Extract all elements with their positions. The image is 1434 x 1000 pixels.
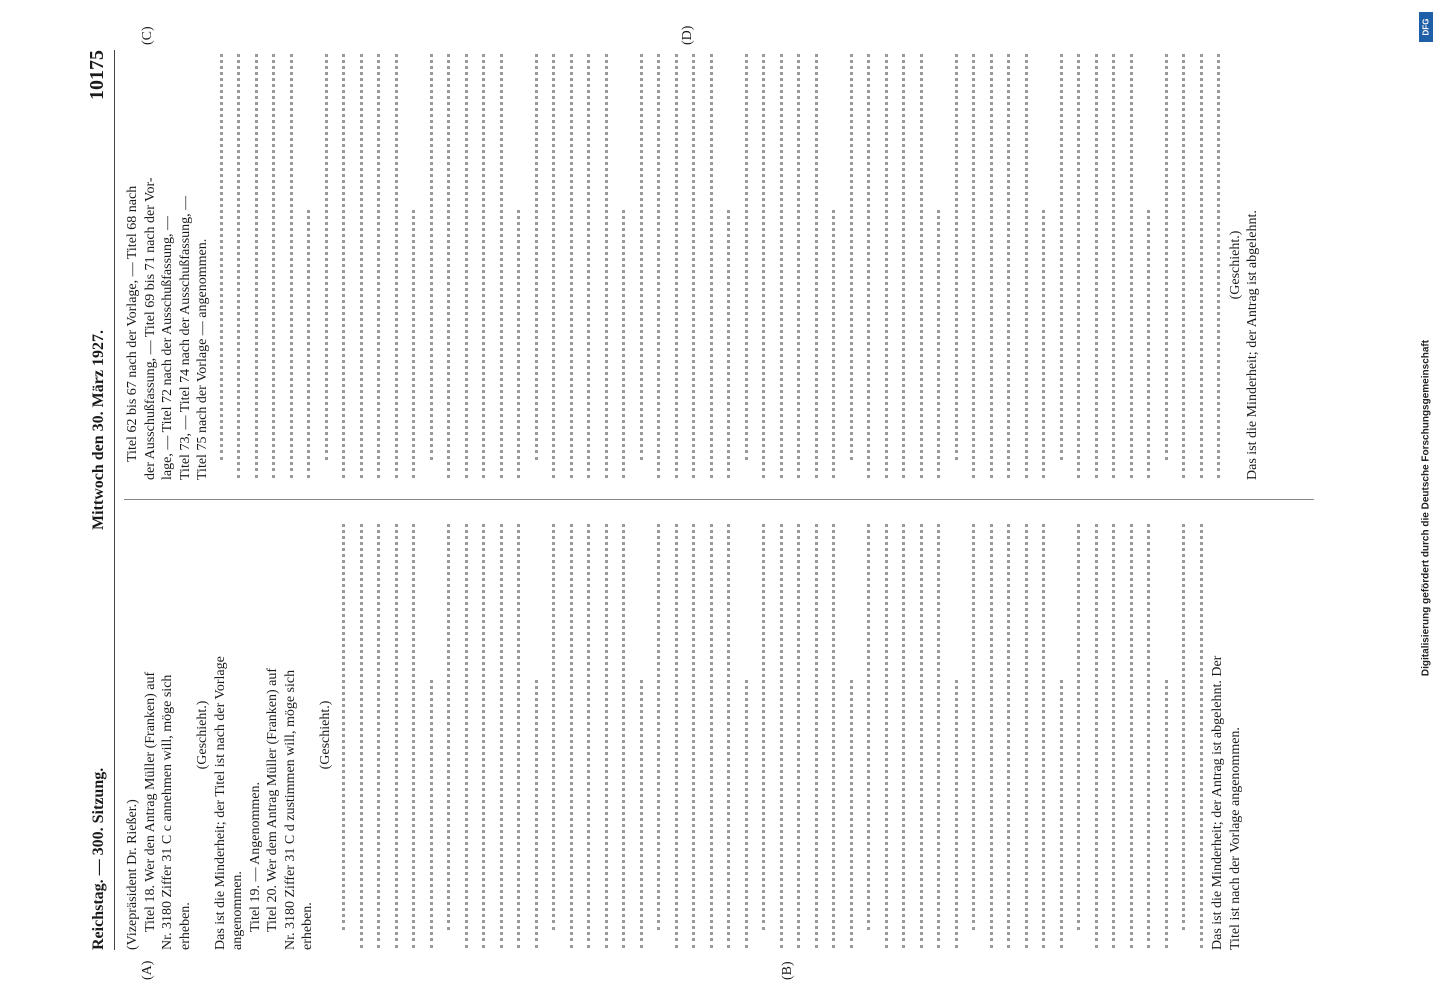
illegible-line xyxy=(614,520,632,950)
header-session: Reichstag. — 300. Sitzung. xyxy=(90,767,107,950)
illegible-line xyxy=(824,50,842,480)
illegible-line xyxy=(1052,520,1070,950)
illegible-line xyxy=(1034,520,1052,950)
illegible-line xyxy=(474,520,492,950)
illegible-line xyxy=(299,50,317,480)
illegible-line xyxy=(947,50,965,480)
illegible-line xyxy=(632,50,650,480)
body-line: Titel ist nach der Vorlage angenommen. xyxy=(1227,727,1243,950)
illegible-line xyxy=(824,520,842,950)
illegible-line xyxy=(1174,520,1192,950)
illegible-line xyxy=(999,50,1017,480)
illegible-line xyxy=(1087,50,1105,480)
illegible-line xyxy=(474,50,492,480)
running-header xyxy=(80,50,115,950)
page-number: 10175 xyxy=(86,50,108,100)
illegible-line xyxy=(509,50,527,480)
illegible-line xyxy=(684,520,702,950)
illegible-line xyxy=(1052,50,1070,480)
illegible-line xyxy=(1017,520,1035,950)
body-line: Titel 73, — Titel 74 nach der Ausschußfassung, — xyxy=(177,195,193,480)
illegible-line xyxy=(247,50,265,480)
illegible-line xyxy=(1157,520,1175,950)
illegible-line xyxy=(352,520,370,950)
illegible-line xyxy=(772,520,790,950)
illegible-line xyxy=(719,50,737,480)
illegible-line xyxy=(404,50,422,480)
illegible-line xyxy=(1139,50,1157,480)
body-line: Das ist die Minderheit; der Antrag ist abgelehnt. Der xyxy=(1210,655,1225,950)
illegible-line xyxy=(912,520,930,950)
illegible-line xyxy=(562,520,580,950)
printed-sheet xyxy=(80,25,1330,980)
header-date: Mittwoch den 30. März 1927. xyxy=(90,330,107,530)
illegible-line xyxy=(999,520,1017,950)
margin-mark-c: (C) xyxy=(140,26,155,45)
illegible-line xyxy=(369,520,387,950)
body-line: Nr. 3180 Ziffer 31 C d zustimmen will, möge sich xyxy=(282,669,298,950)
illegible-line xyxy=(982,50,1000,480)
illegible-line xyxy=(387,50,405,480)
illegible-line xyxy=(1034,50,1052,480)
illegible-line xyxy=(772,50,790,480)
illegible-line xyxy=(492,50,510,480)
illegible-line xyxy=(859,50,877,480)
illegible-line xyxy=(1087,520,1105,950)
illegible-line xyxy=(842,50,860,480)
left-column xyxy=(124,520,1314,950)
body-line: Titel 62 bis 67 nach der Vorlage, — Titel 68 nach xyxy=(125,185,140,462)
illegible-line xyxy=(894,50,912,480)
body-line: lage, — Titel 72 nach der Ausschußfassung, — xyxy=(160,215,175,480)
illegible-line xyxy=(754,50,772,480)
illegible-line xyxy=(754,520,772,950)
illegible-line xyxy=(1157,50,1175,480)
body-line: erheben. xyxy=(177,902,193,950)
illegible-line xyxy=(1104,50,1122,480)
illegible-line xyxy=(964,50,982,480)
illegible-line xyxy=(929,50,947,480)
illegible-text-block xyxy=(212,50,1227,480)
illegible-line xyxy=(1104,520,1122,950)
illegible-line xyxy=(1017,50,1035,480)
speaker-line: (Vizepräsident Dr. Rießer.) xyxy=(125,799,140,950)
illegible-line xyxy=(807,520,825,950)
credit-text: Digitalisierung gefördert durch die Deutsche Forschungsgemeinschaft xyxy=(1420,339,1432,677)
illegible-line xyxy=(229,50,247,480)
illegible-line xyxy=(667,520,685,950)
illegible-line xyxy=(877,50,895,480)
body-line: Titel 19. — Angenommen. xyxy=(247,782,263,932)
illegible-line xyxy=(789,50,807,480)
illegible-line xyxy=(632,520,650,950)
dfg-logo: DFG xyxy=(1419,12,1433,42)
margin-mark-d: (D) xyxy=(680,25,695,45)
body-line: der Ausschußfassung, — Titel 69 bis 71 nach der Vor- xyxy=(142,177,158,480)
illegible-line xyxy=(492,520,510,950)
illegible-line xyxy=(737,50,755,480)
geschieht-line: (Geschieht.) xyxy=(317,700,333,770)
illegible-line xyxy=(527,50,545,480)
illegible-line xyxy=(457,50,475,480)
illegible-line xyxy=(737,520,755,950)
illegible-line xyxy=(859,520,877,950)
illegible-line xyxy=(614,50,632,480)
illegible-line xyxy=(649,50,667,480)
margin-mark-a: (A) xyxy=(140,960,155,980)
body-line: Titel 18. Wer den Antrag Müller (Franken) auf xyxy=(142,671,158,932)
right-column xyxy=(124,50,1314,480)
body-line: Das ist die Minderheit; der Titel ist nach der Vorlage xyxy=(212,656,228,950)
body-line: Titel 75 nach der Vorlage — angenommen. xyxy=(195,238,210,480)
illegible-line xyxy=(317,50,335,480)
column-rule xyxy=(124,499,1314,500)
illegible-line xyxy=(684,50,702,480)
illegible-line xyxy=(457,520,475,950)
illegible-line xyxy=(667,50,685,480)
illegible-line xyxy=(789,520,807,950)
body-line: angenommen. xyxy=(230,871,245,950)
illegible-line xyxy=(1174,50,1192,480)
illegible-line xyxy=(404,520,422,950)
illegible-line xyxy=(422,520,440,950)
illegible-line xyxy=(1069,50,1087,480)
illegible-line xyxy=(334,520,352,950)
illegible-line xyxy=(439,520,457,950)
illegible-line xyxy=(1122,520,1140,950)
illegible-line xyxy=(1069,520,1087,950)
illegible-line xyxy=(544,50,562,480)
illegible-line xyxy=(1139,520,1157,950)
illegible-line xyxy=(369,50,387,480)
illegible-line xyxy=(597,520,615,950)
illegible-line xyxy=(807,50,825,480)
illegible-line xyxy=(702,50,720,480)
illegible-line xyxy=(387,520,405,950)
margin-mark-b: (B) xyxy=(780,961,795,980)
illegible-line xyxy=(912,50,930,480)
illegible-line xyxy=(579,520,597,950)
illegible-line xyxy=(1122,50,1140,480)
digitization-credit xyxy=(1418,8,1434,992)
illegible-line xyxy=(929,520,947,950)
geschieht-line: (Geschieht.) xyxy=(195,700,210,770)
illegible-line xyxy=(1209,50,1227,480)
body-line: Das ist die Minderheit; der Antrag ist abgelehnt. xyxy=(1245,210,1260,480)
illegible-line xyxy=(702,520,720,950)
illegible-line xyxy=(649,520,667,950)
illegible-line xyxy=(527,520,545,950)
illegible-line xyxy=(282,50,300,480)
illegible-line xyxy=(1192,520,1210,950)
illegible-line xyxy=(982,520,1000,950)
illegible-line xyxy=(509,520,527,950)
illegible-line xyxy=(352,50,370,480)
body-line: Titel 20. Wer dem Antrag Müller (Franken) auf xyxy=(265,667,280,932)
illegible-line xyxy=(579,50,597,480)
illegible-line xyxy=(439,50,457,480)
illegible-line xyxy=(877,520,895,950)
body-line: erheben. xyxy=(300,902,315,950)
geschieht-line: (Geschieht.) xyxy=(1227,230,1243,300)
illegible-line xyxy=(544,520,562,950)
illegible-line xyxy=(597,50,615,480)
illegible-text-block xyxy=(334,520,1209,950)
body-line: Nr. 3180 Ziffer 31 C c annehmen will, möge sich xyxy=(160,674,175,950)
illegible-line xyxy=(894,520,912,950)
illegible-line xyxy=(562,50,580,480)
illegible-line xyxy=(964,520,982,950)
illegible-line xyxy=(212,50,230,480)
illegible-line xyxy=(947,520,965,950)
illegible-line xyxy=(1192,50,1210,480)
illegible-line xyxy=(334,50,352,480)
illegible-line xyxy=(842,520,860,950)
illegible-line xyxy=(422,50,440,480)
illegible-line xyxy=(719,520,737,950)
illegible-line xyxy=(264,50,282,480)
